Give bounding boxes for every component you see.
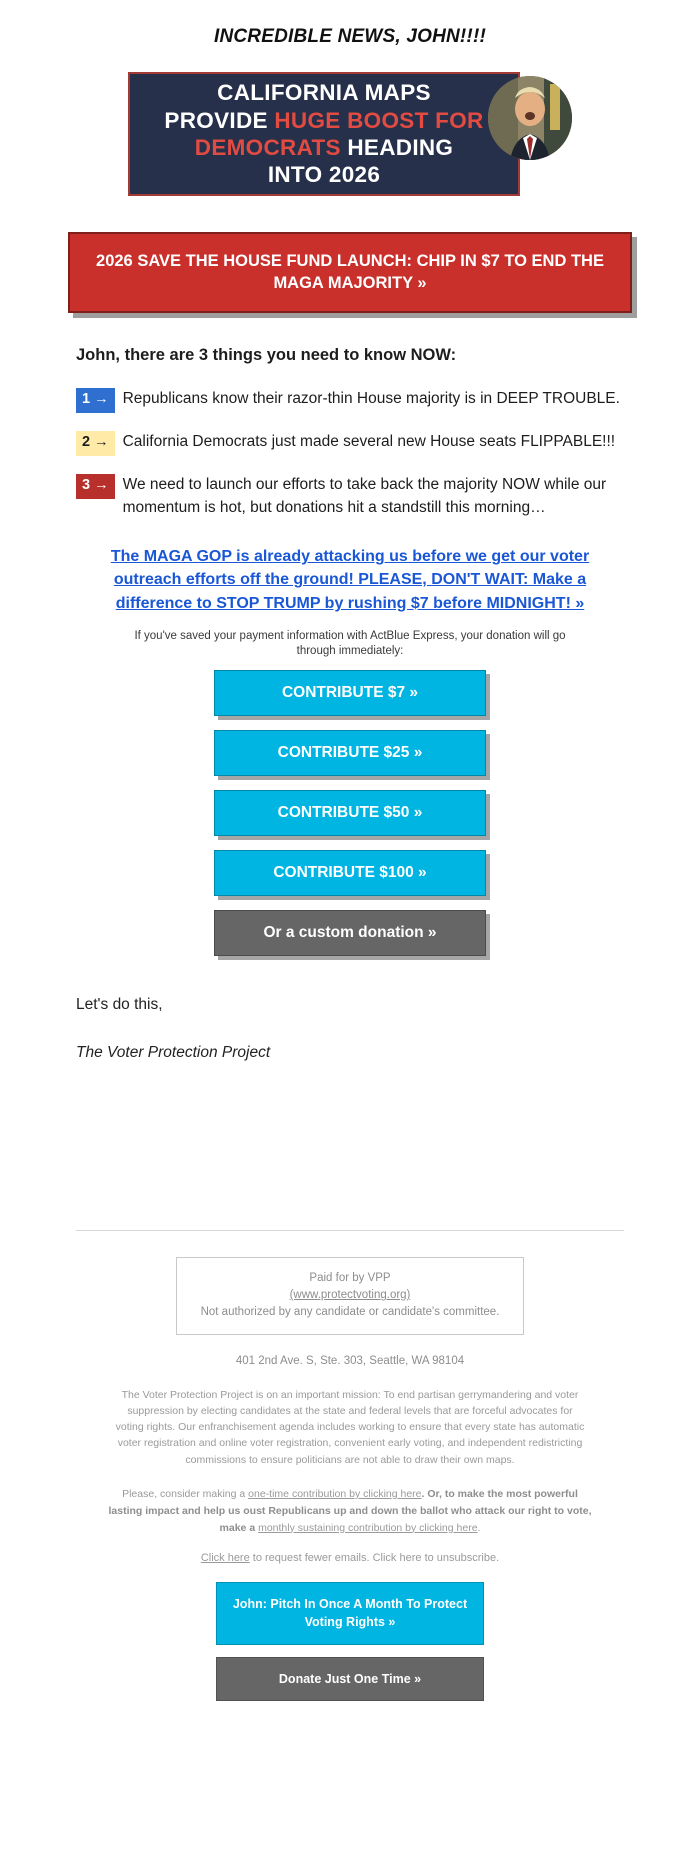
mission-statement: The Voter Protection Project is on an important mission: To end partisan gerrymandering and voter suppression by electing candidates at the state and federal levels that are forceful advocates for voting rights. Our enfranchisement agenda includes working to ensure that every state has automatic voter registration and online voter registration, convenient early voting, and independent redistricting commissions to ensure politicians are not able to draw their own maps. xyxy=(115,1388,585,1466)
point-row-3 xyxy=(76,473,624,520)
trump-photo xyxy=(488,76,572,160)
footer-monthly-donate-button[interactable]: John: Pitch In Once A Month To Protect Voting Rights » xyxy=(216,1582,484,1644)
donate-button-100[interactable]: CONTRIBUTE $100 » xyxy=(214,850,486,896)
hero-headline-text xyxy=(152,79,495,189)
hero-headline-box xyxy=(128,72,520,196)
top-headline: INCREDIBLE NEWS, JOHN!!!! xyxy=(213,26,487,47)
donate-button-50[interactable]: CONTRIBUTE $50 » xyxy=(214,790,486,836)
ask-pre-text: Please, consider making a xyxy=(122,1487,249,1500)
monthly-contribution-link[interactable]: monthly sustaining contribution by clicking here xyxy=(258,1521,478,1534)
donate-button-25[interactable]: CONTRIBUTE $25 » xyxy=(214,730,486,776)
footer-ask-paragraph xyxy=(104,1486,596,1536)
actblue-express-note: If you've saved your payment information with ActBlue Express, your donation will go through immediately: xyxy=(134,629,566,658)
point-text-2: California Democrats just made several new House seats FLIPPABLE!!! xyxy=(122,433,616,451)
paid-for-line-1: Paid for by VPP xyxy=(309,1271,391,1284)
body-copy xyxy=(76,313,624,520)
point-number-1: 1 → xyxy=(76,388,115,413)
hero-line-4: INTO 2026 xyxy=(267,162,381,188)
organization-website-link[interactable]: (www.protectvoting.org) xyxy=(289,1289,411,1302)
urgent-appeal-link[interactable]: The MAGA GOP is already attacking us before we get our voter outreach efforts off the ground! PLEASE, DON'T WAIT: Make a difference to STOP TRUMP by rushing $7 before MIDNIGHT! » xyxy=(110,548,590,612)
signoff-text: Let's do this, xyxy=(76,995,163,1013)
signoff-block xyxy=(76,996,624,1062)
hero-line-3-highlight: DEMOCRATS xyxy=(194,135,341,160)
hero-line-2-pre: PROVIDE xyxy=(164,107,275,133)
paid-for-line-3: Not authorized by any candidate or candidate's committee. xyxy=(200,1306,500,1319)
signature-text: The Voter Protection Project xyxy=(76,1043,271,1061)
fewer-emails-link[interactable]: Click here xyxy=(200,1552,250,1565)
point-row-1 xyxy=(76,387,624,412)
fewer-emails-text: to request fewer emails. Click here to unsubscribe. xyxy=(249,1552,500,1565)
point-text-3: We need to launch our efforts to take back the majority NOW while our momentum is hot, but donations hit a standstill this morning… xyxy=(122,475,607,517)
footer-divider xyxy=(76,1230,624,1231)
one-time-contribution-link[interactable]: one-time contribution by clicking here xyxy=(248,1487,422,1500)
hero-line-1: CALIFORNIA MAPS xyxy=(217,80,431,106)
hero-banner xyxy=(128,72,572,200)
paid-for-disclaimer xyxy=(176,1257,524,1335)
mailing-address: 401 2nd Ave. S, Ste. 303, Seattle, WA 98104 xyxy=(235,1354,465,1367)
primary-cta-container xyxy=(0,232,700,313)
donate-button-custom[interactable]: Or a custom donation » xyxy=(214,910,486,956)
footer-button-stack xyxy=(0,1582,700,1734)
footer-one-time-donate-button[interactable]: Donate Just One Time » xyxy=(216,1657,484,1701)
ask-post-text: . xyxy=(477,1521,481,1534)
point-number-2: 2 → xyxy=(76,431,115,456)
point-text-1: Republicans know their razor-thin House majority is in DEEP TROUBLE. xyxy=(122,390,620,408)
lede-text: John, there are 3 things you need to know NOW: xyxy=(76,345,457,364)
hero-line-3-post: HEADING xyxy=(340,135,454,160)
point-row-2 xyxy=(76,430,624,455)
save-the-house-cta-button[interactable]: 2026 SAVE THE HOUSE FUND LAUNCH: CHIP IN $7 TO END THE MAGA MAJORITY » xyxy=(68,232,632,313)
ask-mid-text: . Or, to make the most powerful lasting impact and help us oust Republicans up and down the ballot who attack our right to vote, make a xyxy=(108,1487,592,1534)
email-preferences-line xyxy=(0,1552,700,1564)
hero-line-2-highlight: HUGE BOOST FOR xyxy=(274,107,484,133)
point-number-3: 3 → xyxy=(76,474,115,499)
donate-button-7[interactable]: CONTRIBUTE $7 » xyxy=(214,670,486,716)
donate-button-stack xyxy=(0,670,700,970)
